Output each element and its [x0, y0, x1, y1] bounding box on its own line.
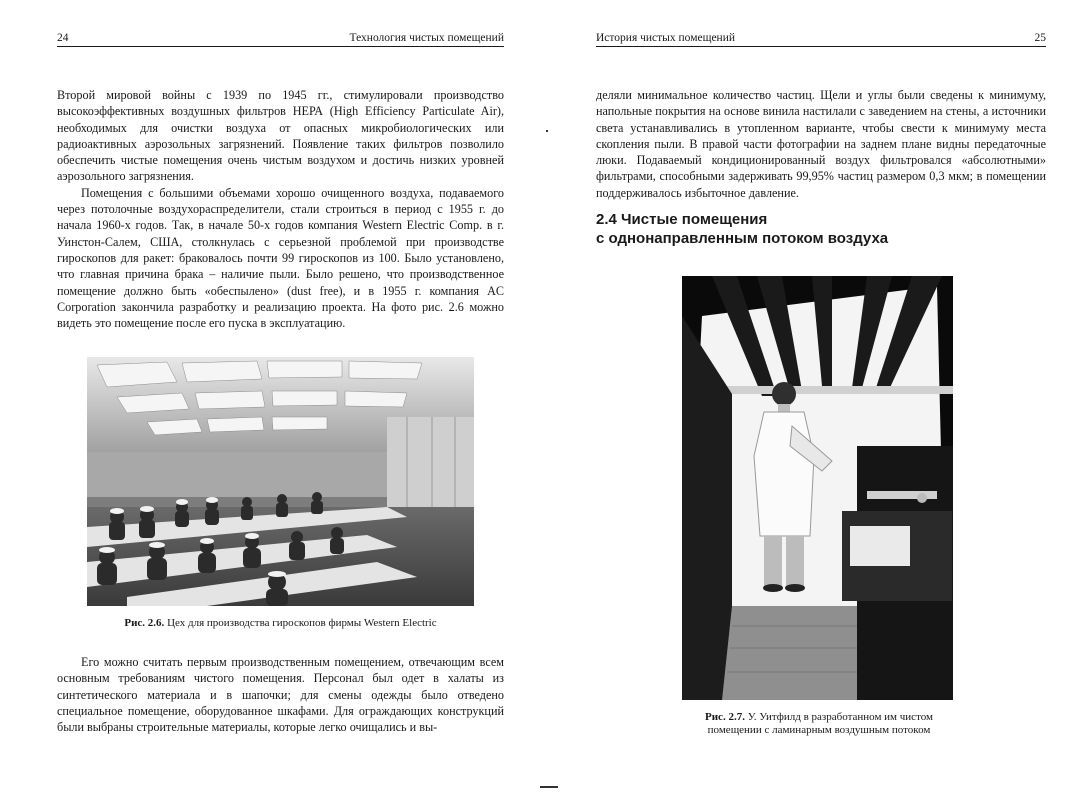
scan-mark [540, 786, 558, 788]
running-header-left [57, 30, 504, 47]
left-paragraph-1: Второй мировой войны с 1939 по 1945 гг., стимулировали производство высокоэффективных воздушных фильтров НЕРА (High Efficiency Particulate Air), необходимых для очистки воздуха от опасных микробиологических или радиоактивных аэрозольных загрязнений. Появление таких фильтров позволило обеспечить чистые помещения очень чистым воздухом и достичь низких уровней аэрозольного загрязнения. [57, 88, 504, 184]
figure-2-6-label: Рис. 2.6. [124, 617, 165, 629]
section-heading-line-2: с однонаправленным потоком воздуха [596, 230, 889, 247]
right-body-top [596, 87, 1046, 201]
page-number-right: 25 [1034, 32, 1046, 44]
figure-2-7-caption-line-1: У. Уитфилд в разработанном им чистом [747, 711, 933, 723]
figure-2-7-photo [682, 276, 953, 700]
running-header-right [596, 30, 1046, 47]
right-paragraph-1: деляли минимальное количество частиц. Щели и углы были сведены к минимуму, напольные покрытия на основе винила настилали с заведением на стены, а источники света устанавливались в утопленном варианте, чтобы свести к минимуму места скопления пыли. В правой части фотографии на заднем плане видны передаточные люки. Подаваемый кондиционированный воздух фильтровался «абсолютными» фильтрами, способными задерживать 99,95% частиц размером 0,3 мкм; в помещении поддерживалось избыточное давление. [596, 88, 1046, 200]
running-title-left: Технология чистых помещений [349, 32, 504, 44]
cleanroom-man-photo [682, 276, 953, 700]
factory-workshop-photo [87, 357, 474, 606]
running-title-right: История чистых помещений [596, 32, 736, 44]
figure-2-7-label: Рис. 2.7. [705, 711, 745, 723]
left-paragraph-3: Его можно считать первым производственным помещением, отвечающим всем основным требованиям чистого помещения. Персонал был одет в халаты из синтетического материала и в шапочки; для смены одежды было отведено специальное помещение, оборудованное шкафами. Для ограждающих конструкций были выбраны строительные материалы, которые легко очищались и вы- [57, 655, 504, 735]
left-body-top [57, 87, 504, 331]
section-heading-line-1: 2.4 Чистые помещения [596, 211, 768, 228]
figure-2-6-photo [87, 357, 474, 606]
page-number-left: 24 [57, 32, 69, 44]
scan-speck [546, 130, 548, 132]
right-page [540, 0, 1079, 792]
figure-2-7-caption-line-2: помещении с ламинарным воздушным потоком [707, 724, 931, 736]
section-heading-2-4 [596, 210, 1046, 248]
left-body-bottom [57, 654, 504, 735]
figure-2-6-caption-text: Цех для производства гироскопов фирмы Western Electric [167, 617, 437, 629]
figure-2-7-caption [664, 711, 974, 737]
figure-2-6-caption [57, 617, 504, 630]
left-paragraph-2: Помещения с большими объемами хорошо очищенного воздуха, подаваемого через потолочные воздухораспределители, стали строиться в период с 1955 г. до начала 1960-х годов. Так, в начале 50-х годов компания Western Electric Comp. в г. Уинстон-Салем, США, столкнулась с серьезной проблемой при производстве гироскопов для ракет: браковалось почти 99 гироскопов из 100. Было установлено, что главная причина брака – наличие пыли. Было решено, что производственное помещение должно быть «обеспылено» (dust free), и в 1955 г. компания AC Corporation закончила разработку и реализацию проекта. На фото рис. 2.6 можно видеть это помещение после его пуска в эксплуатацию. [57, 185, 504, 331]
